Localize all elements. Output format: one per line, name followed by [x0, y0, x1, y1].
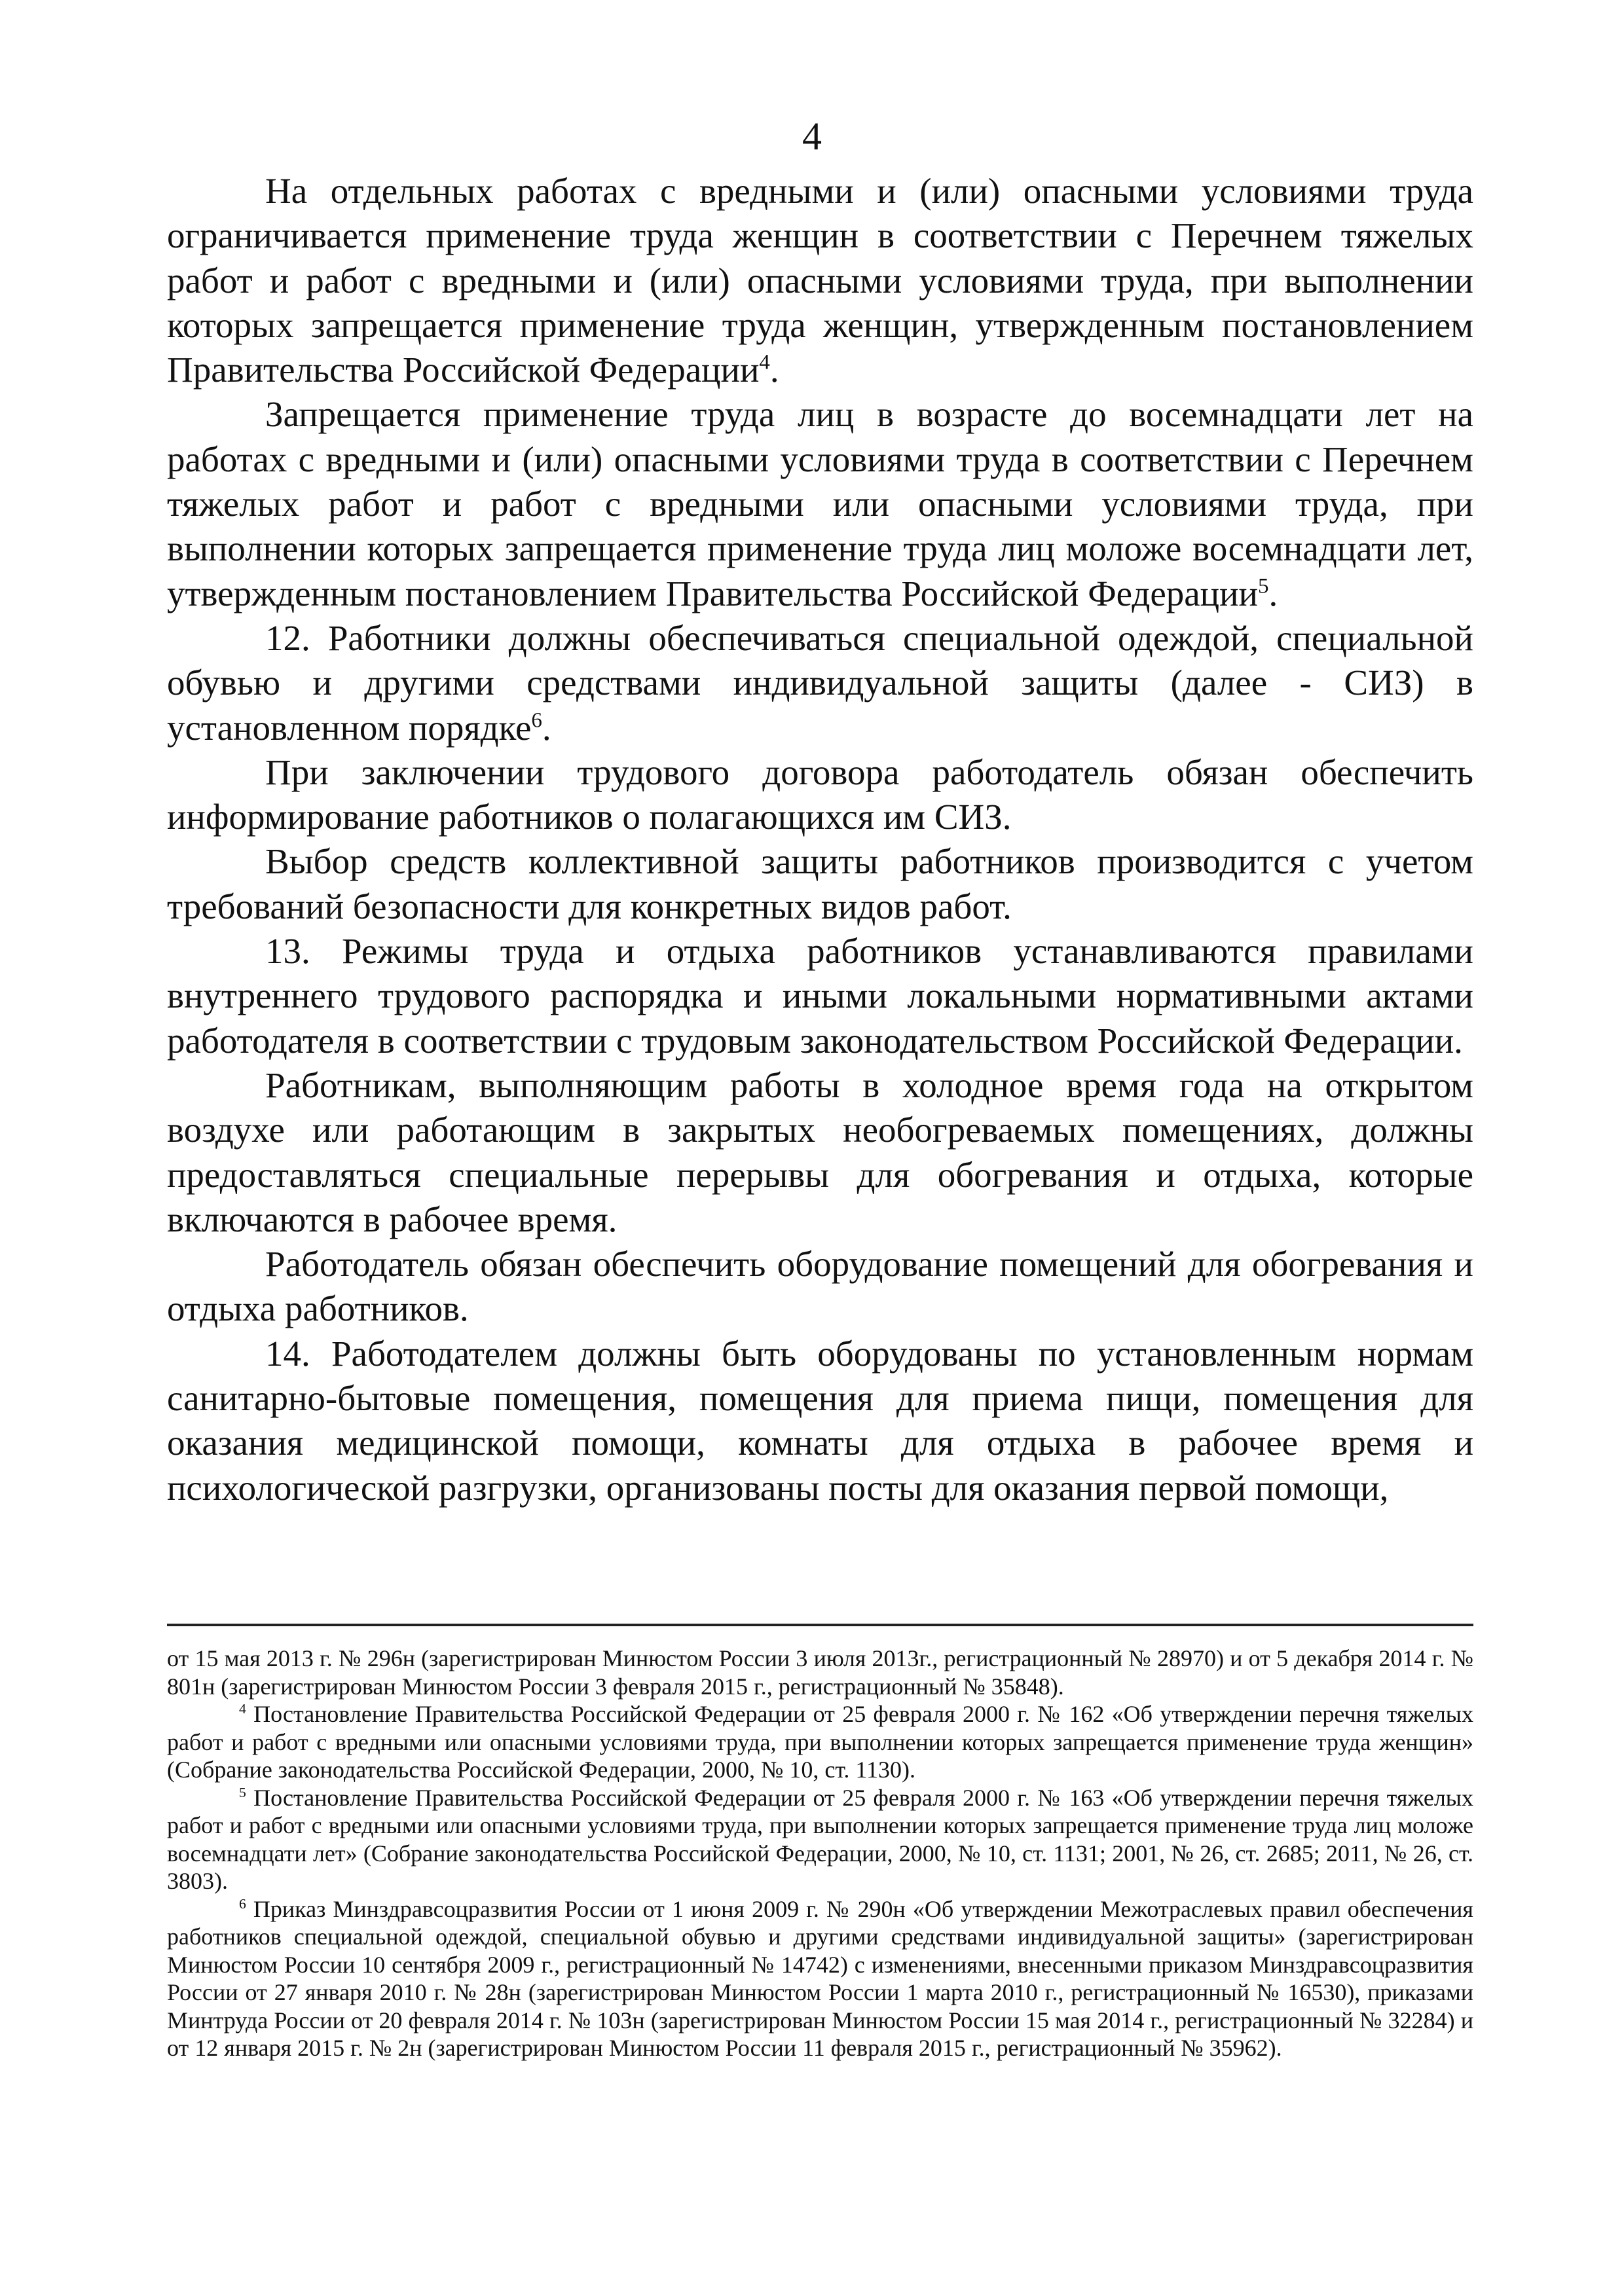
footnote-ref-6[interactable]: 6: [531, 708, 542, 733]
footnote-continuation: от 15 мая 2013 г. № 296н (зарегистрирован Минюстом России 3 июля 2013г., регистрационный № 28970) и от 5 декабря 2014 г. № 801н (зарегистрирован Минюстом России 3 февраля 2015 г., регистрационный № 35848).: [167, 1645, 1473, 1700]
footnotes: [167, 1645, 1473, 2062]
paragraph-heating-rooms: Работодатель обязан обеспечить оборудование помещений для обогревания и отдыха работников.: [167, 1244, 1473, 1329]
footnote-5: [167, 1784, 1473, 1895]
footnote-number: 6: [239, 1895, 246, 1912]
paragraph-text: Запрещается применение труда лиц в возрасте до восемнадцати лет на работах с вредными и (или) опасными условиями труда в соответствии с Перечнем тяжелых работ и работ с вредными или опасными условиями труда, при выполнении которых запрещается применение труда лиц моложе восемнадцати лет, утвержденным постановлением Правительства Российской Федерации: [167, 394, 1473, 613]
paragraph-minors-restrictions: [167, 392, 1473, 615]
footnote-text: Постановление Правительства Российской Федерации от 25 февраля 2000 г. № 163 «Об утверждении перечня тяжелых работ и работ с вредными или опасными условиями труда, при выполнении которых запрещается применение труда лиц моложе восемнадцати лет» (Собрание законодательства Российской Федерации, 2000, № 10, ст. 1131; 2001, № 26, ст. 2685; 2011, № 26, ст. 3803).: [167, 1784, 1473, 1894]
paragraph-women-restrictions: [167, 169, 1473, 392]
footnote-number: 4: [239, 1701, 246, 1717]
footnote-6: [167, 1895, 1473, 2062]
footnote-ref-5[interactable]: 5: [1257, 574, 1269, 598]
paragraph-text: На отдельных работах с вредными и (или) опасными условиями труда ограничивается применение труда женщин в соответствии с Перечнем тяжелых работ и работ с вредными и (или) опасными условиями труда, при выполнении которых запрещается применение труда женщин, утвержденным постановлением Правительства Российской Федерации: [167, 171, 1473, 390]
paragraph-item-13: 13. Режимы труда и отдыха работников устанавливаются правилами внутреннего трудового распорядка и иными локальными нормативными актами работодателя в соответствии с трудовым законодательством Российской Федерации.: [167, 931, 1473, 1061]
footnote-text: Приказ Минздравсоцразвития России от 1 июня 2009 г. № 290н «Об утверждении Межотраслевых правил обеспечения работников специальной одеждой, специальной обувью и другими средствами индивидуальной защиты» (зарегистрирован Минюстом России 10 сентября 2009 г., регистрационный № 14742) с изменениями, внесенными приказом Минздравсоцразвития России от 27 января 2010 г. № 28н (зарегистрирован Минюстом России 1 марта 2010 г., регистрационный № 16530), приказами Минтруда России от 20 февраля 2014 г. № 103н (зарегистрирован Минюстом России 15 мая 2014 г., регистрационный № 32284) и от 12 января 2015 г. № 2н (зарегистрирован Минюстом России 11 февраля 2015 г., регистрационный № 35962).: [167, 1895, 1473, 2061]
paragraph-text: 12. Работники должны обеспечиваться специальной одеждой, специальной обувью и другими средствами индивидуальной защиты (далее - СИЗ) в установленном порядке: [167, 617, 1473, 748]
paragraph-end: .: [769, 350, 779, 390]
paragraph-item-12: [167, 616, 1473, 750]
main-text: [167, 169, 1473, 1510]
paragraph-cold-season-breaks: Работникам, выполняющим работы в холодное время года на открытом воздухе или работающим в закрытых необогреваемых помещениях, должны предоставляться специальные перерывы для обогревания и отдыха, которые включаются в рабочее время.: [167, 1065, 1473, 1239]
paragraph-siz-information: При заключении трудового договора работодатель обязан обеспечить информирование работников о полагающихся им СИЗ.: [167, 752, 1473, 837]
footnote-text: Постановление Правительства Российской Федерации от 25 февраля 2000 г. № 162 «Об утверждении перечня тяжелых работ и работ с вредными или опасными условиями труда, при выполнении которых запрещается применение труда женщин» (Собрание законодательства Российской Федерации, 2000, № 10, ст. 1130).: [167, 1701, 1473, 1783]
paragraph-collective-protection: Выбор средств коллективной защиты работников производится с учетом требований безопасности для конкретных видов работ.: [167, 841, 1473, 926]
paragraph-item-14: 14. Работодателем должны быть оборудованы по установленным нормам санитарно-бытовые помещения, помещения для приема пищи, помещения для оказания медицинской помощи, комнаты для отдыха в рабочее время и психологической разгрузки, организованы посты для оказания первой помощи,: [167, 1333, 1473, 1508]
paragraph-end: .: [542, 707, 551, 748]
paragraph-end: .: [1268, 573, 1278, 613]
footnote-separator: [167, 1624, 1473, 1626]
page-number: 4: [802, 115, 822, 158]
footnote-number: 5: [239, 1784, 246, 1800]
footnote-ref-4[interactable]: 4: [759, 350, 770, 374]
footnote-4: [167, 1700, 1473, 1784]
